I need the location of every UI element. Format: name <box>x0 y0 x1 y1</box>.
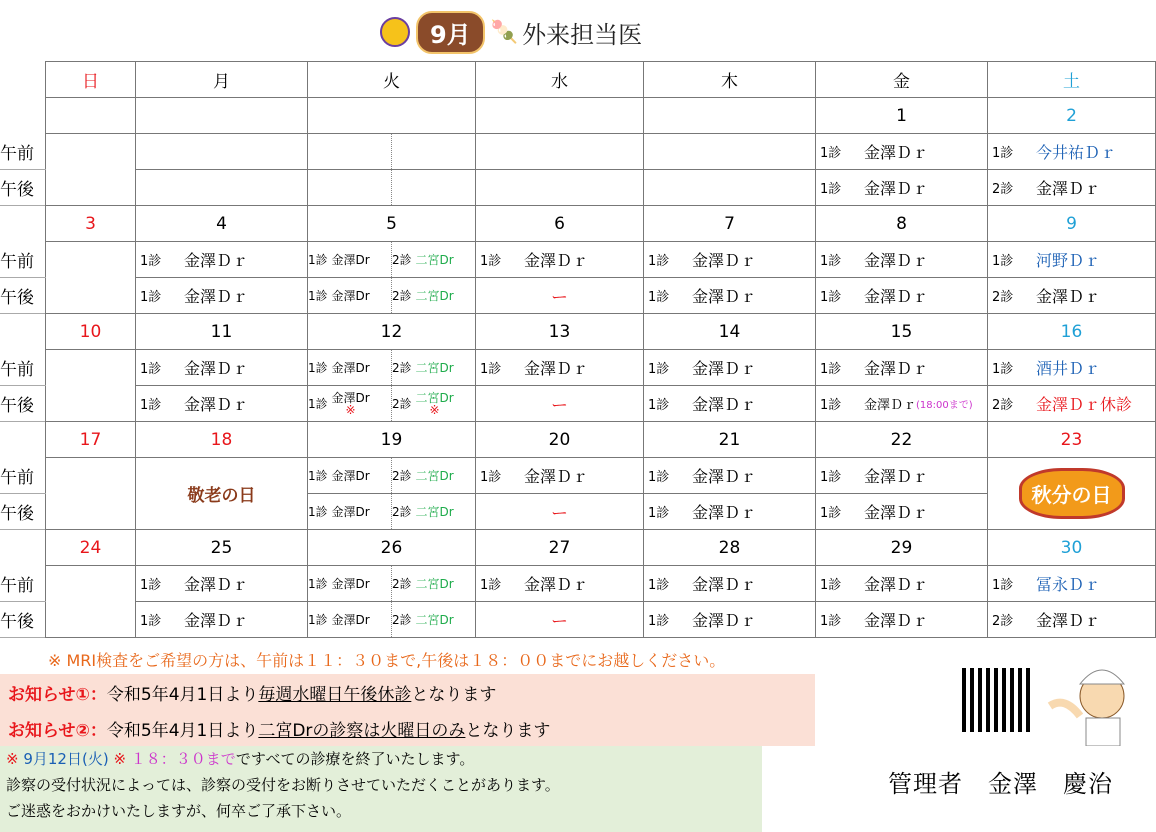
qr-code-icon <box>962 668 1034 732</box>
header-mon: 月 <box>136 62 308 98</box>
header-sun: 日 <box>46 62 136 98</box>
am-label: 午前 <box>0 134 46 170</box>
pm-label: 午後 <box>0 386 46 422</box>
pm-label: 午後 <box>0 494 46 530</box>
date-cell: 23 <box>988 422 1156 458</box>
date-cell: 8 <box>816 206 988 242</box>
header-thu: 木 <box>644 62 816 98</box>
mri-note: ※ MRI検査をご希望の方は、午前は１１：３０まで,午後は１８：００までにお越しください。 <box>48 651 726 670</box>
administrator-name: 管理者 金澤 慶治 <box>888 770 1113 798</box>
date-cell: 9 <box>988 206 1156 242</box>
header-tue: 火 <box>308 62 476 98</box>
date-cell: 20 <box>476 422 644 458</box>
date-cell: 3 <box>46 206 136 242</box>
keiro-no-hi-illustration: 敬老の日 <box>136 458 308 530</box>
slot-cell: 1診 今井祐Ｄｒ <box>988 134 1156 170</box>
date-cell: 6 <box>476 206 644 242</box>
date-cell: 4 <box>136 206 308 242</box>
moon-icon <box>380 17 410 47</box>
header-sat: 土 <box>988 62 1156 98</box>
date-cell: 27 <box>476 530 644 566</box>
am-label: 午前 <box>0 566 46 602</box>
date-cell: 29 <box>816 530 988 566</box>
date-cell: 28 <box>644 530 816 566</box>
date-cell: 7 <box>644 206 816 242</box>
title-text: 外来担当医 <box>522 20 643 49</box>
date-cell: 12 <box>308 314 476 350</box>
month-badge: 9月 <box>416 11 485 54</box>
date-cell: 14 <box>644 314 816 350</box>
corner <box>0 62 46 98</box>
dango-icon: 🍡 <box>490 19 519 45</box>
date-cell: 25 <box>136 530 308 566</box>
date-cell: 13 <box>476 314 644 350</box>
nurse-illustration <box>1040 656 1150 746</box>
pm-label: 午後 <box>0 602 46 638</box>
date-cell: 5 <box>308 206 476 242</box>
date-cell: 26 <box>308 530 476 566</box>
date-cell: 16 <box>988 314 1156 350</box>
am-label: 午前 <box>0 458 46 494</box>
notice-2: お知らせ②： 令和5年4月1日より 二宮Drの診察は火曜日のみ となります <box>0 710 815 746</box>
pm-label: 午後 <box>0 170 46 206</box>
date-cell: 19 <box>308 422 476 458</box>
date-cell: 2 <box>988 98 1156 134</box>
header-wed: 水 <box>476 62 644 98</box>
date-cell: 10 <box>46 314 136 350</box>
date-cell: 1 <box>816 98 988 134</box>
date-cell: 11 <box>136 314 308 350</box>
closing-notice: ※ 9月12日(火) ※ １８：３０までですべての診療を終了いたします。 診察の受付状況によっては、診察の受付をお断りさせていただくことがあります。 ご迷惑をおかけいたしますが、何卒ご了承下さい。 <box>0 746 762 832</box>
date-cell: 18 <box>136 422 308 458</box>
shubun-no-hi-illustration: 秋分の日 <box>988 458 1156 530</box>
date-cell: 24 <box>46 530 136 566</box>
slot-cell: 2診 金澤Ｄｒ <box>988 170 1156 206</box>
date-cell: 30 <box>988 530 1156 566</box>
slot-cell: 1診 金澤Ｄｒ <box>816 170 988 206</box>
slot-cell: 1診 金澤Ｄｒ <box>816 134 988 170</box>
date-cell: 17 <box>46 422 136 458</box>
schedule-table: 日 月 火 水 木 金 土 1 2 午前 1診 金澤Ｄｒ 1診 今井祐Ｄｒ 午後 1診 金澤Ｄｒ 2診 金澤Ｄｒ 3 4 5 6 7 8 9 午前 1診 金澤Ｄｒ 1診 金澤Dr 2診 二宮Dr 1診 金澤Ｄｒ 1診 金澤Ｄｒ 1診 金澤Ｄｒ 1診 河野Ｄｒ 午後 1診 金澤Ｄｒ 1診 金澤Dr 2診 二宮Dr ー 1診 金澤Ｄｒ 1診 金澤Ｄｒ 2診 金澤Ｄｒ 10 11 12 13 14 15 16 午前 1診 金澤Ｄｒ 1診 金澤Dr 2診 二宮Dr 1診 金澤Ｄｒ 1診 金澤Ｄｒ 1診 金澤Ｄｒ 1診 酒井Ｄｒ 午後 1診 金澤Ｄｒ 1診 金澤Dr ※ 2診 二宮Dr ※ ー 1診 金澤Ｄｒ 1診 金澤Ｄｒ (18:00まで) 2診 金澤Ｄｒ休診 17 18 19 20 21 22 23 午前 敬老の日 1診 金澤Dr 2診 二宮Dr 1診 金澤Ｄｒ 1診 金澤Ｄｒ 1診 金澤Ｄｒ 秋分の日 午後 1診 金澤Dr 2診 二宮Dr ー 1診 金澤Ｄｒ 1診 金澤Ｄｒ 24 25 26 27 28 29 30 午前 1診 金澤Ｄｒ 1診 金澤Dr 2診 二宮Dr 1診 金澤Ｄｒ 1診 金澤Ｄｒ 1診 金澤Ｄｒ 1診 冨永Ｄｒ 午後 1診 金澤Ｄｒ 1診 金澤Dr 2診 二宮Dr ー 1診 金澤Ｄｒ 1診 金澤Ｄｒ 2診 金澤Ｄｒ <box>0 61 1156 638</box>
page-title <box>380 8 642 56</box>
am-label: 午前 <box>0 350 46 386</box>
notice-1: お知らせ①： 令和5年4月1日より 毎週水曜日午後休診 となります <box>0 674 815 710</box>
am-label: 午前 <box>0 242 46 278</box>
header-fri: 金 <box>816 62 988 98</box>
pm-label: 午後 <box>0 278 46 314</box>
date-cell: 21 <box>644 422 816 458</box>
date-cell: 15 <box>816 314 988 350</box>
date-cell: 22 <box>816 422 988 458</box>
